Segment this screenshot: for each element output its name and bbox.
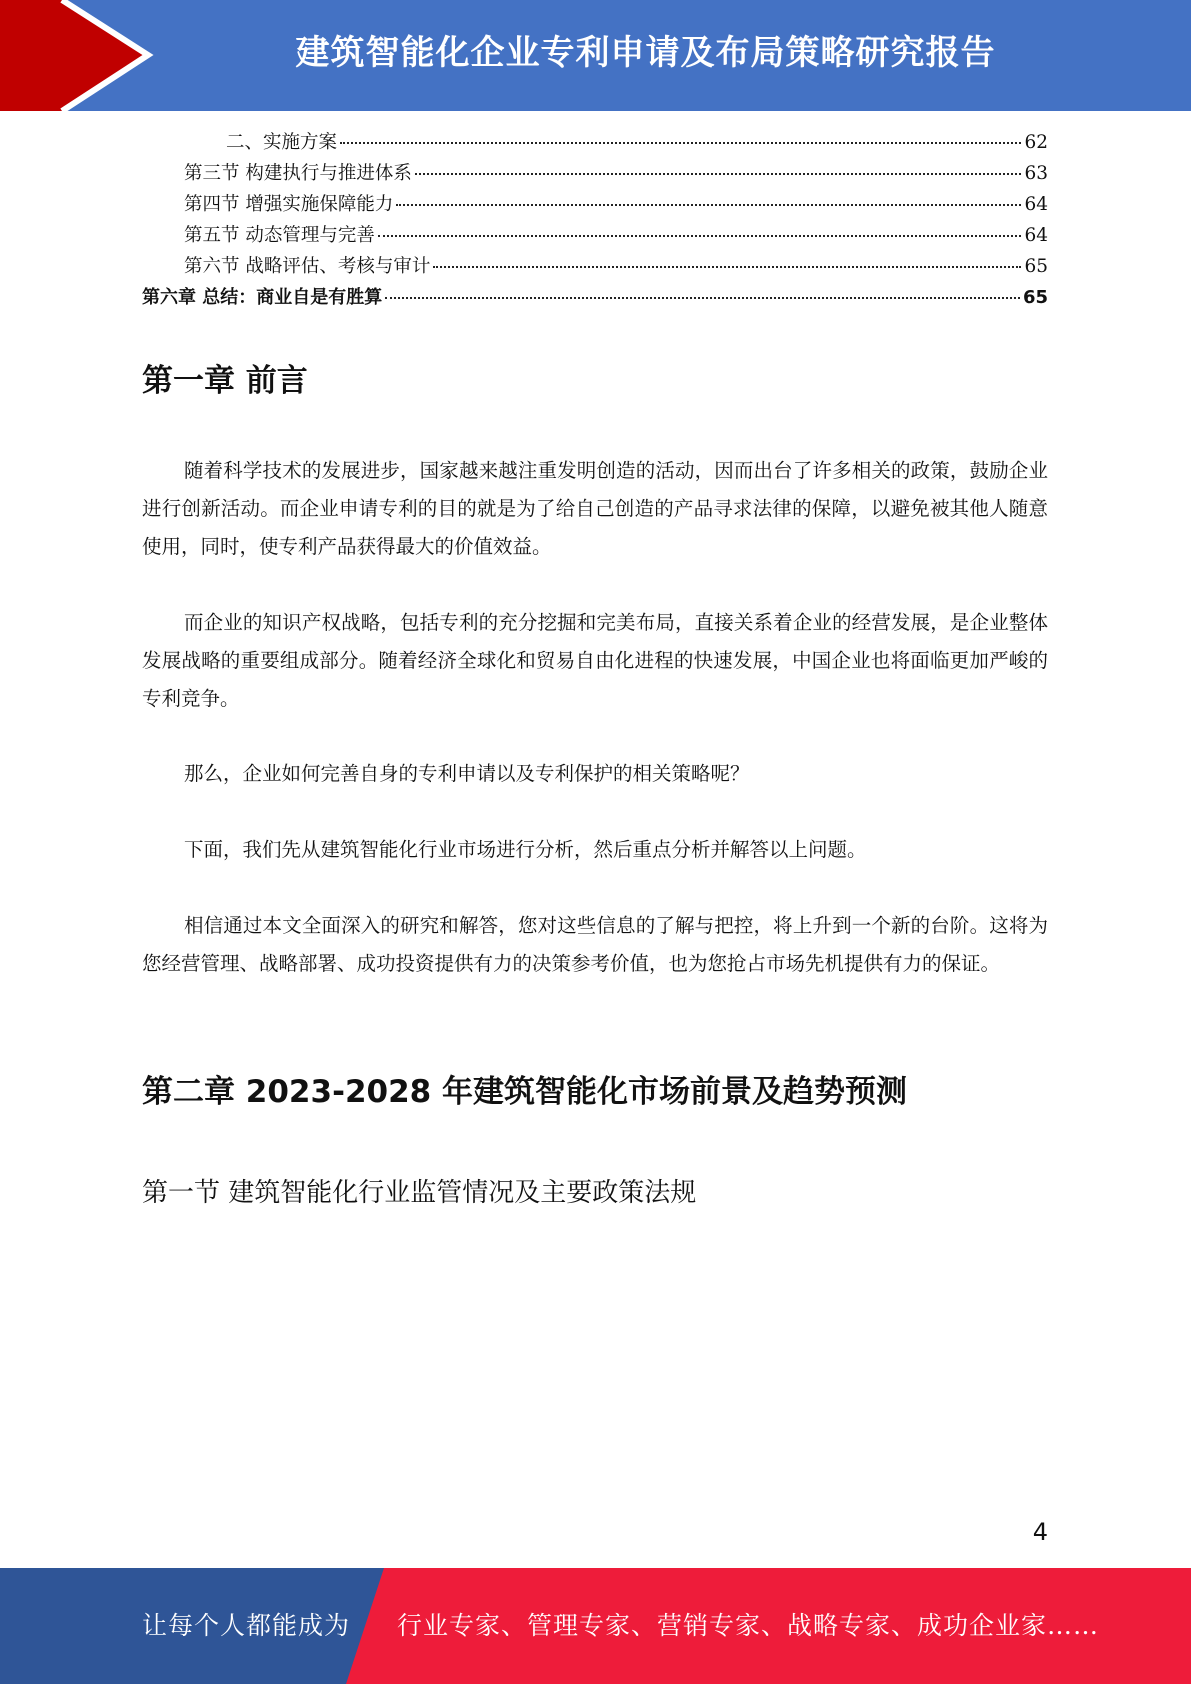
paragraph: 下面，我们先从建筑智能化行业市场进行分析，然后重点分析并解答以上问题。 (184, 838, 867, 861)
toc-entry[interactable] (142, 221, 1048, 252)
toc-entry-title: 第五节 动态管理与完善 (184, 225, 375, 246)
toc-entry[interactable] (142, 252, 1048, 283)
toc-entry-title: 第六节 战略评估、考核与审计 (184, 256, 431, 277)
paragraph: 随着科学技术的发展进步，国家越来越注重发明创造的活动，因而出台了许多相关的政策，鼓励企业进行创新活动。而企业申请专利的目的就是为了给自己创造的产品寻求法律的保障，以避免被其他人随意使用，同时，使专利产品获得最大的价值效益。 (142, 459, 1048, 558)
toc-entry-title: 第四节 增强实施保障能力 (184, 194, 394, 215)
footer-banner (0, 1568, 1191, 1684)
section-heading: 第一节 建筑智能化行业监管情况及主要政策法规 (142, 1178, 697, 1208)
toc-entry[interactable] (142, 159, 1048, 190)
toc-entry-page: 64 (1024, 225, 1048, 246)
toc-entry-chapter[interactable] (142, 283, 1048, 314)
page-number: 4 (1032, 1518, 1048, 1546)
toc-entry-page: 64 (1024, 194, 1048, 215)
report-title: 建筑智能化企业专利申请及布局策略研究报告 (295, 33, 996, 73)
paragraph: 那么，企业如何完善自身的专利申请以及专利保护的相关策略呢？ (184, 762, 750, 785)
toc-leader-dots (415, 173, 1022, 175)
table-of-contents (142, 128, 1048, 314)
toc-entry-title: 第六章 总结：商业自是有胜算 (142, 287, 383, 308)
header-banner (0, 0, 1191, 111)
paragraph: 相信通过本文全面深入的研究和解答，您对这些信息的了解与把控，将上升到一个新的台阶。这将为您经营管理、战略部署、成功投资提供有力的决策参考价值，也为您抢占市场先机提供有力的保证。 (142, 914, 1048, 975)
toc-entry-title: 二、实施方案 (226, 132, 338, 153)
toc-leader-dots (433, 266, 1021, 268)
footer-slogan-right: 行业专家、管理专家、营销专家、战略专家、成功企业家…… (397, 1611, 1100, 1640)
toc-entry-title: 第三节 构建执行与推进体系 (184, 163, 412, 184)
chapter-1-heading: 第一章 前言 (142, 363, 308, 399)
toc-leader-dots (340, 142, 1021, 144)
toc-leader-dots (385, 297, 1020, 299)
toc-entry-page: 65 (1022, 287, 1048, 308)
toc-entry[interactable] (142, 128, 1048, 159)
footer-slogan-left: 让每个人都能成为 (142, 1611, 351, 1640)
toc-leader-dots (396, 204, 1021, 206)
toc-entry[interactable] (142, 190, 1048, 221)
toc-leader-dots (378, 235, 1022, 237)
paragraph: 而企业的知识产权战略，包括专利的充分挖掘和完美布局，直接关系着企业的经营发展，是企业整体发展战略的重要组成部分。随着经济全球化和贸易自由化进程的快速发展，中国企业也将面临更加严峻的专利竞争。 (142, 611, 1048, 710)
chapter-2-heading: 第二章 2023-2028 年建筑智能化市场前景及趋势预测 (142, 1074, 908, 1110)
toc-entry-page: 63 (1024, 163, 1048, 184)
toc-entry-page: 65 (1024, 256, 1048, 277)
toc-entry-page: 62 (1024, 132, 1048, 153)
